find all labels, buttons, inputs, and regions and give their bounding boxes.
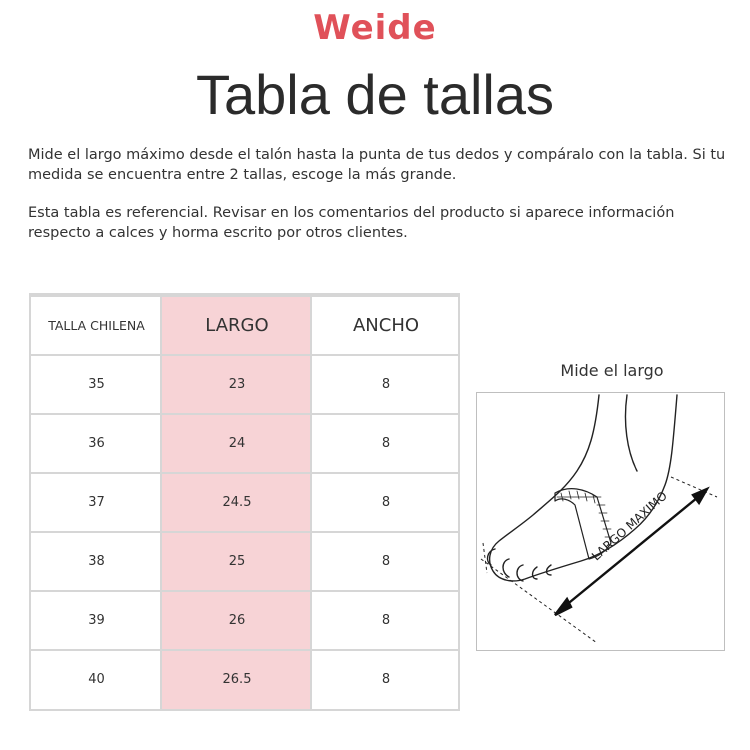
cell-talla: 39 [88, 613, 105, 628]
table-row [31, 590, 458, 649]
table-row [31, 472, 458, 531]
foot-measure-illustration-icon [477, 393, 725, 651]
cell-largo: 23 [228, 377, 246, 392]
intro-paragraph-1: Mide el largo máximo desde el talón hasta la punta de tus dedos y compáralo con la tabla. Si tu medida se encuentra entre 2 tallas, escoge la más grande. [28, 147, 726, 183]
cell-ancho: 8 [381, 672, 391, 687]
cell-talla: 40 [88, 672, 105, 687]
cell-largo: 26.5 [222, 672, 252, 687]
cell-ancho: 8 [381, 436, 391, 451]
measure-label: LARGO MAXIMO [589, 488, 670, 564]
header-talla-chilena: TALLA CHILENA [48, 318, 145, 333]
cell-ancho: 8 [381, 613, 391, 628]
intro-paragraph-2: Esta tabla es referencial. Revisar en los comentarios del producto si aparece información respecto a calces y horma escrito por otros clientes. [28, 205, 675, 241]
cell-talla: 36 [88, 436, 105, 451]
foot-measure-figure [476, 392, 725, 651]
header-ancho: ANCHO [352, 315, 420, 336]
table-row [31, 531, 458, 590]
cell-ancho: 8 [381, 554, 391, 569]
cell-largo: 24 [228, 436, 246, 451]
table-row [31, 354, 458, 413]
cell-ancho: 8 [381, 377, 391, 392]
cell-talla: 37 [88, 495, 105, 510]
cell-talla: 38 [88, 554, 105, 569]
brand-logo: Weide [313, 8, 437, 48]
header-largo: LARGO [205, 315, 269, 336]
cell-largo: 24.5 [222, 495, 252, 510]
table-divider [310, 295, 312, 709]
table-row [31, 413, 458, 472]
table-header-row [31, 295, 458, 354]
cell-ancho: 8 [381, 495, 391, 510]
page-title: Tabla de tallas [195, 63, 554, 126]
table-row [31, 649, 458, 708]
table-divider [160, 295, 162, 709]
cell-largo: 25 [228, 554, 246, 569]
figure-caption: Mide el largo [560, 361, 664, 380]
cell-talla: 35 [88, 377, 105, 392]
size-table [29, 293, 460, 711]
cell-largo: 26 [228, 613, 246, 628]
